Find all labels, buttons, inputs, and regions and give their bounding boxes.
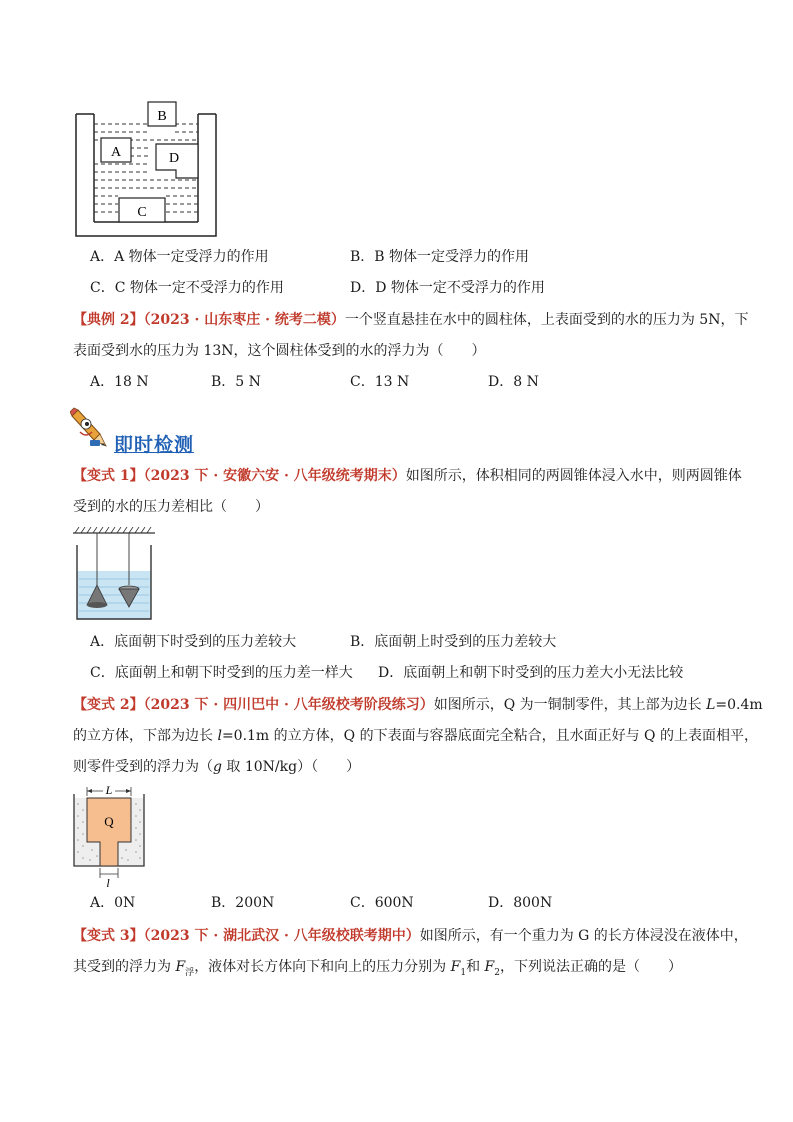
variant1-line1: [73, 466, 742, 486]
variant1-text1: 如图所示，体积相同的两圆锥体浸入水中，则两圆锥体: [405, 468, 742, 484]
variant2-text1c: =0.4m: [715, 697, 763, 713]
figure3-label-L: L: [105, 784, 113, 797]
variant3-text2d: ，液体对长方体向下和向上的压力分别为: [194, 959, 451, 975]
example2-tag: 【典例 2】: [73, 312, 144, 328]
figure1-label-b: B: [157, 109, 167, 124]
variant3-source: （2023 下 · 湖北武汉 · 八年级校联考期中）: [143, 928, 420, 944]
figure-q-part: [70, 784, 150, 888]
variant3-sub-1: 1: [460, 967, 467, 978]
q1-option-c[interactable]: C．C 物体一定不受浮力的作用: [90, 280, 284, 296]
variant3-var-F: F: [175, 959, 186, 975]
variant2-tag: 【变式 2】: [73, 697, 144, 713]
figure-two-cones: [73, 527, 155, 623]
variant3-text2a: 其受到的浮力为: [73, 959, 176, 975]
variant2-option-b[interactable]: B．200N: [211, 895, 275, 911]
variant2-text1a: 如图所示，Q 为一铜制零件，其上部为边长: [433, 697, 707, 713]
figure-container-abcd: [70, 100, 220, 240]
variant2-line3: [73, 757, 360, 777]
variant3-line2: [73, 957, 682, 983]
example2-line2: 表面受到水的压力为 13N，这个圆柱体受到的水的浮力为（ ）: [73, 343, 486, 359]
variant3-text2j: ，下列说法正确的是（ ）: [500, 959, 682, 975]
variant1-option-d[interactable]: D．底面朝上和朝下时受到的压力差大小无法比较: [378, 665, 684, 681]
pencil-mascot-icon: [70, 404, 110, 450]
example2-line1: [73, 310, 748, 330]
variant2-var-l: l: [217, 728, 222, 744]
variant3-var-F1: F: [450, 959, 461, 975]
variant2-text3a: 则零件受到的浮力为（: [73, 759, 213, 775]
figure1-label-a: A: [110, 145, 122, 160]
variant3-sub-fu: 浮: [185, 967, 195, 978]
variant2-text2a: 的立方体，下部为边长: [73, 728, 218, 744]
example2-text1: 一个竖直悬挂在水中的圆柱体，上表面受到的水的压力为 5N，下: [344, 312, 749, 328]
variant3-text1: 如图所示，有一个重力为 G 的长方体浸没在液体中，: [419, 928, 748, 944]
example2-option-a[interactable]: A．18 N: [90, 374, 149, 390]
section-title: 即时检测: [114, 434, 195, 456]
variant2-text2c: =0.1m 的立方体，Q 的下表面与容器底面完全粘合，且水面正好与 Q 的上表面相平，: [221, 728, 758, 744]
variant2-text3c: 取 10N/kg）（ ）: [221, 759, 361, 775]
variant1-option-b[interactable]: B．底面朝上时受到的压力差较大: [350, 634, 557, 650]
variant2-line1: [73, 695, 763, 715]
variant2-var-L: L: [706, 697, 716, 713]
variant2-var-g: g: [213, 759, 222, 775]
example2-option-c[interactable]: C．13 N: [350, 374, 410, 390]
example2-option-d[interactable]: D．8 N: [488, 374, 539, 390]
variant1-tag: 【变式 1】: [73, 468, 144, 484]
figure3-label-Q: Q: [104, 814, 114, 829]
variant1-option-a[interactable]: A．底面朝下时受到的压力差较大: [90, 634, 297, 650]
variant1-source: （2023 下 · 安徽六安 · 八年级统考期末）: [143, 468, 406, 484]
variant2-line2: [73, 726, 758, 746]
variant2-option-d[interactable]: D．800N: [488, 895, 553, 911]
variant2-source: （2023 下 · 四川巴中 · 八年级校考阶段练习）: [143, 697, 434, 713]
figure1-label-c: C: [137, 205, 147, 220]
variant1-line2: 受到的水的压力差相比（ ）: [73, 499, 269, 515]
example2-option-b[interactable]: B．5 N: [211, 374, 261, 390]
figure3-label-l: l: [106, 876, 110, 888]
q1-option-d[interactable]: D．D 物体一定不受浮力的作用: [350, 280, 545, 296]
q1-option-b[interactable]: B．B 物体一定受浮力的作用: [350, 249, 530, 265]
variant3-tag: 【变式 3】: [73, 928, 144, 944]
variant3-text2g: 和: [466, 959, 485, 975]
example2-source: （2023 · 山东枣庄 · 统考二模）: [143, 312, 345, 328]
q1-option-a[interactable]: A．A 物体一定受浮力的作用: [90, 249, 269, 265]
variant3-sub-2: 2: [494, 967, 500, 978]
variant3-line1: [73, 926, 748, 946]
figure1-label-d: D: [168, 151, 180, 166]
variant2-option-c[interactable]: C．600N: [350, 895, 414, 911]
variant2-option-a[interactable]: A．0N: [90, 895, 136, 911]
variant3-var-F2: F: [484, 959, 495, 975]
variant1-option-c[interactable]: C．底面朝上和朝下时受到的压力差一样大: [90, 665, 353, 681]
